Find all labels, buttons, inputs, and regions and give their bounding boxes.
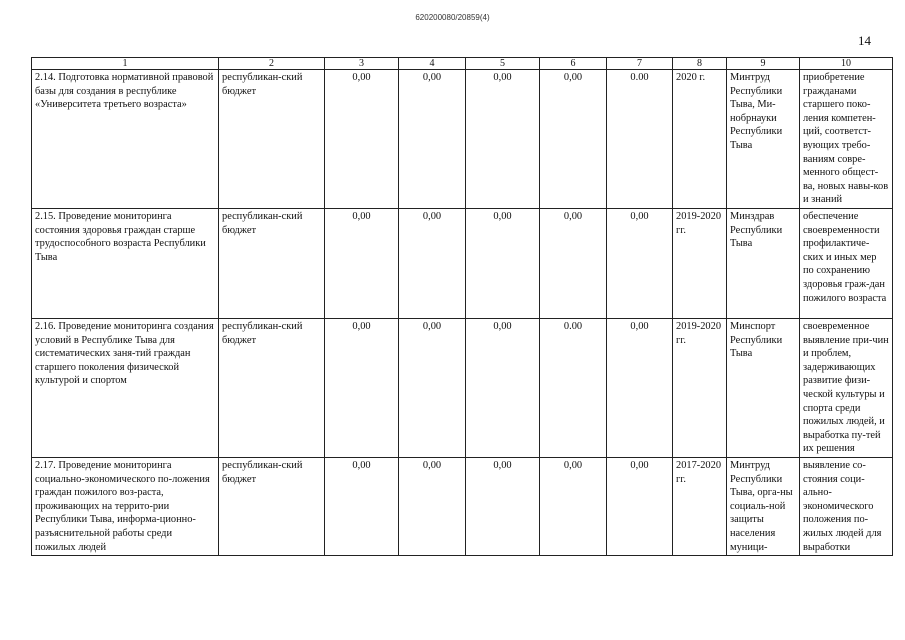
amount-cell: 0,00	[399, 319, 466, 458]
column-header: 8	[673, 58, 727, 70]
amount-cell: 0,00	[325, 319, 399, 458]
amount-cell: 0,00	[399, 209, 466, 319]
amount-cell: 0,00	[399, 457, 466, 555]
result-cell: обеспечение своевременности профилактиче-ских и иных мер по сохранению здоровья граж-дан пожилого возраста	[800, 209, 893, 319]
column-header: 10	[800, 58, 893, 70]
period-cell: 2019-2020 гг.	[673, 319, 727, 458]
column-header: 9	[727, 58, 800, 70]
funding-source-cell: республикан-ский бюджет	[219, 457, 325, 555]
amount-cell: 0,00	[325, 457, 399, 555]
funding-source-cell: республикан-ский бюджет	[219, 70, 325, 209]
period-cell: 2020 г.	[673, 70, 727, 209]
amount-cell: 0,00	[466, 319, 540, 458]
executor-cell: Минспорт Республики Тыва	[727, 319, 800, 458]
column-header: 4	[399, 58, 466, 70]
column-number-row	[32, 58, 893, 70]
table-row	[32, 209, 893, 319]
result-cell: приобретение гражданами старшего поко-ления компетен-ций, соответст-вующих требо-ваниям совре-менного общест-ва, новых навы-ков и знаний	[800, 70, 893, 209]
column-header: 3	[325, 58, 399, 70]
event-cell: 2.14. Подготовка нормативной правовой базы для создания в республике «Университета третьего возраста»	[32, 70, 219, 209]
measures-table	[31, 57, 893, 556]
column-header: 1	[32, 58, 219, 70]
funding-source-cell: республикан-ский бюджет	[219, 319, 325, 458]
amount-cell: 0,00	[325, 70, 399, 209]
document-id: 620200080/20859(4)	[415, 13, 490, 22]
column-header: 5	[466, 58, 540, 70]
amount-cell: 0,00	[325, 209, 399, 319]
amount-cell: 0,00	[607, 319, 673, 458]
amount-cell: 0,00	[466, 70, 540, 209]
amount-cell: 0,00	[466, 209, 540, 319]
event-cell: 2.16. Проведение мониторинга создания условий в Республике Тыва для систематических заня-тий граждан старшего поколения физической культурой и спортом	[32, 319, 219, 458]
period-cell: 2019-2020 гг.	[673, 209, 727, 319]
page-number: 14	[858, 33, 871, 48]
result-cell: своевременное выявление при-чин и проблем, задерживающих развитие физи-ческой культуры и спорта среди пожилых людей, и выработка пу-тей их решения	[800, 319, 893, 458]
event-cell: 2.17. Проведение мониторинга социально-экономического по-ложения граждан пожилого воз-раста, проживающих на террито-рии Республики Тыва, информа-ционно-разъяснительной работы среди пожилых людей	[32, 457, 219, 555]
executor-cell: Минтруд Республики Тыва, орга-ны социаль-ной защиты населения муници-	[727, 457, 800, 555]
event-cell: 2.15. Проведение мониторинга состояния здоровья граждан старше трудоспособного возраста Республики Тыва	[32, 209, 219, 319]
amount-cell: 0,00	[466, 457, 540, 555]
table-row	[32, 319, 893, 458]
amount-cell: 0,00	[540, 70, 607, 209]
funding-source-cell: республикан-ский бюджет	[219, 209, 325, 319]
table-row	[32, 70, 893, 209]
column-header: 2	[219, 58, 325, 70]
column-header: 6	[540, 58, 607, 70]
period-cell: 2017-2020 гг.	[673, 457, 727, 555]
executor-cell: Минздрав Республики Тыва	[727, 209, 800, 319]
amount-cell: 0,00	[540, 457, 607, 555]
table-row	[32, 457, 893, 555]
amount-cell: 0,00	[607, 457, 673, 555]
amount-cell: 0,00	[607, 209, 673, 319]
executor-cell: Минтруд Республики Тыва, Ми-нобрнауки Республики Тыва	[727, 70, 800, 209]
amount-cell: 0,00	[540, 209, 607, 319]
result-cell: выявление со-стояния соци-ально-экономического положения по-жилых людей для выработки	[800, 457, 893, 555]
column-header: 7	[607, 58, 673, 70]
amount-cell: 0.00	[607, 70, 673, 209]
amount-cell: 0.00	[540, 319, 607, 458]
amount-cell: 0,00	[399, 70, 466, 209]
